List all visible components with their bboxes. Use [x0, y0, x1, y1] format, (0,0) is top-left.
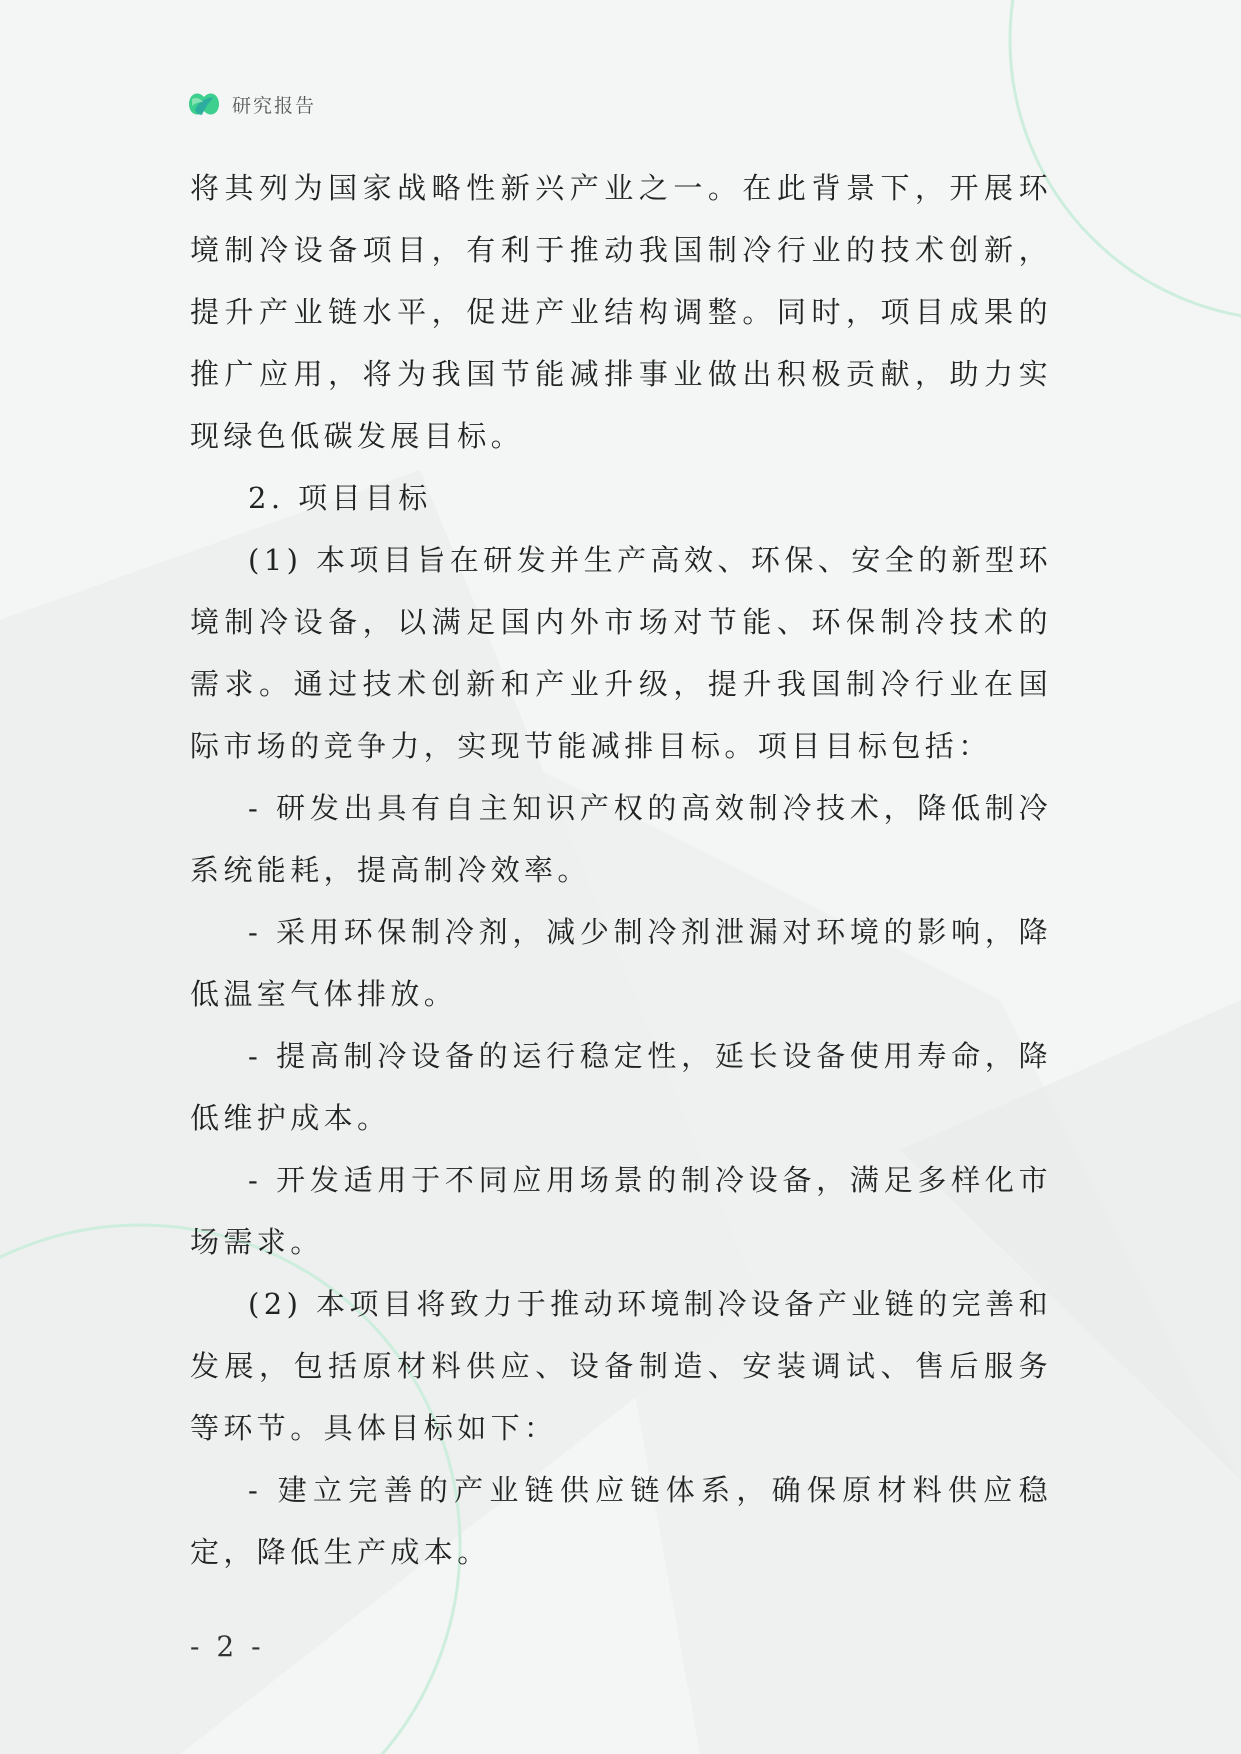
- leaf-logo-icon: [186, 88, 222, 120]
- paragraph: (2) 本项目将致力于推动环境制冷设备产业链的完善和发展，包括原材料供应、设备制造、安装调试、售后服务等环节。具体目标如下：: [190, 1287, 1052, 1445]
- list-item: - 采用环保制冷剂，减少制冷剂泄漏对环境的影响，降低温室气体排放。: [190, 915, 1052, 1011]
- page-number: - 2 -: [190, 1630, 265, 1663]
- list-item: - 开发适用于不同应用场景的制冷设备，满足多样化市场需求。: [190, 1163, 1052, 1259]
- header-title: 研究报告: [232, 94, 317, 117]
- list-item: - 提高制冷设备的运行稳定性，延长设备使用寿命，降低维护成本。: [190, 1039, 1052, 1135]
- list-item: - 建立完善的产业链供应链体系，确保原材料供应稳定，降低生产成本。: [190, 1473, 1052, 1569]
- list-item: - 研发出具有自主知识产权的高效制冷技术，降低制冷系统能耗，提高制冷效率。: [190, 791, 1052, 887]
- paragraph: (1) 本项目旨在研发并生产高效、环保、安全的新型环境制冷设备，以满足国内外市场对节能、环保制冷技术的需求。通过技术创新和产业升级，提升我国制冷行业在国际市场的竞争力，实现节能减排目标。项目目标包括：: [190, 543, 1052, 763]
- paragraph: 将其列为国家战略性新兴产业之一。在此背景下，开展环境制冷设备项目，有利于推动我国制冷行业的技术创新，提升产业链水平，促进产业结构调整。同时，项目成果的推广应用，将为我国节能减排事业做出积极贡献，助力实现绿色低碳发展目标。: [190, 171, 1052, 453]
- body-text: [190, 157, 1052, 1583]
- page-header: [186, 86, 316, 122]
- section-heading: 2. 项目目标: [248, 481, 432, 515]
